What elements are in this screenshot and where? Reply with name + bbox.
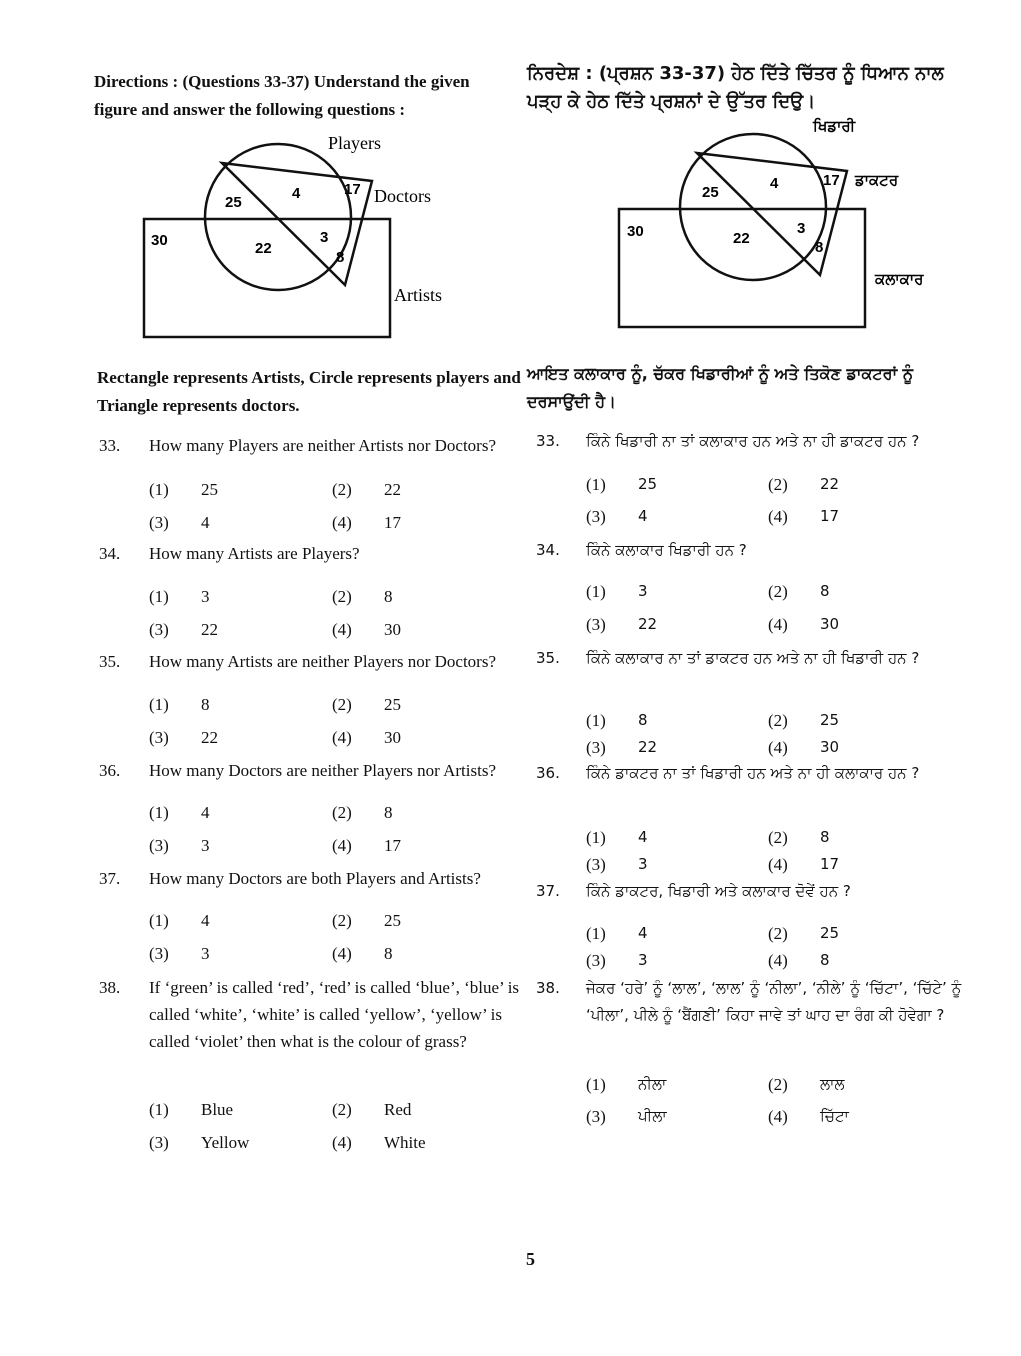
option-number: (3): [149, 620, 169, 639]
option-number: (2): [768, 582, 788, 601]
option-value: 4: [638, 924, 648, 942]
region-players-artists: 22: [255, 240, 272, 257]
artists-rectangle: [619, 209, 865, 327]
option-number: (4): [332, 620, 352, 639]
option-value: 8: [384, 587, 393, 606]
question-number: 34.: [536, 541, 560, 559]
option-number: (4): [768, 951, 788, 970]
option-value: 8: [384, 944, 393, 963]
question-number: 33.: [99, 436, 121, 455]
option-value: 8: [820, 582, 830, 600]
question-text: If ‘green’ is called ‘red’, ‘red’ is called ‘blue’, ‘blue’ is called ‘white’, ‘white’ is called ‘yellow’, ‘yellow’ is called ‘violet’ then what is the colour of grass?: [149, 978, 520, 1051]
option-value: Blue: [201, 1100, 234, 1119]
option-number: (3): [586, 855, 606, 874]
region-artists-only: 30: [627, 223, 644, 240]
option-value: 4: [638, 507, 648, 525]
question-number: 37.: [99, 869, 121, 888]
option-value: 22: [638, 738, 658, 756]
question-number: 38.: [536, 979, 560, 997]
option-number: (3): [586, 1107, 606, 1126]
option-value: 17: [820, 855, 840, 873]
question-number: 36.: [99, 761, 121, 780]
question-number: 35.: [536, 649, 560, 667]
option-value: 4: [201, 911, 210, 930]
question-38: [536, 975, 976, 1024]
option-number: (3): [586, 738, 606, 757]
option-number: (1): [586, 828, 606, 847]
question-36: [99, 757, 539, 787]
option-value: 4: [638, 828, 648, 846]
option-value: 30: [820, 615, 840, 633]
question-number: 35.: [99, 652, 121, 671]
option-number: (3): [149, 1133, 169, 1152]
option-number: (1): [586, 475, 606, 494]
venn-diagram-punjabi: [605, 115, 945, 340]
artists-rectangle: [144, 219, 390, 337]
option-value: 22: [201, 620, 218, 639]
question-37: [536, 878, 976, 908]
option-value: ਲਾਲ: [820, 1075, 845, 1093]
option-number: (4): [768, 855, 788, 874]
question-36: [536, 760, 976, 790]
question-34: [99, 540, 539, 570]
option-number: (1): [149, 911, 169, 930]
option-number: (2): [332, 480, 352, 499]
option-number: (3): [149, 836, 169, 855]
option-value: 30: [384, 728, 401, 747]
option-number: (2): [332, 587, 352, 606]
option-number: (2): [768, 924, 788, 943]
page-number: 5: [526, 1249, 535, 1269]
option-number: (4): [332, 728, 352, 747]
option-value: 3: [201, 587, 210, 606]
option-value: ਨੀਲਾ: [638, 1075, 667, 1093]
question-number: 33.: [536, 432, 560, 450]
figure-description-english: Rectangle represents Artists, Circle represents players and Triangle represents doctors.: [97, 368, 521, 415]
question-number: 37.: [536, 882, 560, 900]
option-number: (1): [149, 1100, 169, 1119]
option-value: 3: [638, 582, 648, 600]
option-number: (4): [332, 1133, 352, 1152]
option-value: 8: [638, 711, 648, 729]
question-35: [536, 645, 976, 675]
question-text: How many Players are neither Artists nor Doctors?: [149, 436, 496, 455]
option-number: (1): [586, 1075, 606, 1094]
option-value: 25: [820, 924, 840, 942]
option-value: 8: [201, 695, 210, 714]
region-players-artists: 22: [733, 230, 750, 247]
question-33: [536, 428, 976, 458]
question-text: ਜੇਕਰ ‘ਹਰੇ’ ਨੂੰ ‘ਲਾਲ’, ‘ਲਾਲ’ ਨੂੰ ‘ਨੀਲਾ’, ‘ਨੀਲੇ’ ਨੂੰ ‘ਚਿੱਟਾ’, ‘ਚਿੱਟੇ’ ਨੂੰ ‘ਪੀਲਾ’, ਪੀਲੇ ਨੂੰ ‘ਬੈਂਗਣੀ’ ਕਿਹਾ ਜਾਵੇ ਤਾਂ ਘਾਹ ਦਾ ਰੰਗ ਕੀ ਹੋਵੇਗਾ ?: [586, 979, 962, 1024]
question-text: How many Artists are Players?: [149, 544, 360, 563]
venn-diagram-english: [130, 125, 450, 350]
option-value: 8: [384, 803, 393, 822]
doctors-label: Doctors: [374, 186, 431, 206]
option-number: (2): [332, 911, 352, 930]
option-value: 3: [201, 836, 210, 855]
option-number: (1): [149, 480, 169, 499]
question-number: 38.: [99, 978, 121, 997]
question-text: How many Doctors are both Players and Artists?: [149, 869, 481, 888]
option-value: 17: [820, 507, 840, 525]
players-label: ਖਿਡਾਰੀ: [813, 117, 856, 135]
question-text: ਕਿੰਨੇ ਕਲਾਕਾਰ ਨਾ ਤਾਂ ਡਾਕਟਰ ਹਨ ਅਤੇ ਨਾ ਹੀ ਖਿਡਾਰੀ ਹਨ ?: [586, 649, 920, 667]
option-number: (4): [768, 507, 788, 526]
region-doctors-only: 17: [344, 181, 361, 198]
option-number: (2): [768, 475, 788, 494]
option-value: 25: [201, 480, 218, 499]
option-number: (1): [149, 803, 169, 822]
option-value: 22: [638, 615, 658, 633]
question-number: 36.: [536, 764, 560, 782]
directions-english: Directions : (Questions 33-37) Understand the given figure and answer the following questions :: [94, 72, 470, 119]
option-value: 25: [820, 711, 840, 729]
figure-description-punjabi: ਆਇਤ ਕਲਾਕਾਰ ਨੂੰ, ਚੱਕਰ ਖਿਡਾਰੀਆਂ ਨੂੰ ਅਤੇ ਤਿਕੋਣ ਡਾਕਟਰਾਂ ਨੂੰ ਦਰਸਾਉਂਦੀ ਹੈ।: [527, 364, 914, 411]
option-value: 30: [820, 738, 840, 756]
option-value: Yellow: [201, 1133, 250, 1152]
option-value: 8: [820, 828, 830, 846]
question-37: [99, 865, 539, 895]
region-players-doctors: 4: [770, 175, 779, 192]
region-doctors-artists: 8: [815, 239, 824, 256]
region-all-three: 3: [320, 229, 329, 246]
option-number: (1): [586, 582, 606, 601]
question-text: ਕਿੰਨੇ ਖਿਡਾਰੀ ਨਾ ਤਾਂ ਕਲਾਕਾਰ ਹਨ ਅਤੇ ਨਾ ਹੀ ਡਾਕਟਰ ਹਨ ?: [586, 432, 920, 450]
region-doctors-only: 17: [823, 172, 840, 189]
question-text: How many Artists are neither Players nor Doctors?: [149, 652, 496, 671]
question-text: How many Doctors are neither Players nor Artists?: [149, 761, 496, 780]
option-number: (3): [586, 507, 606, 526]
option-number: (4): [768, 615, 788, 634]
option-value: 22: [384, 480, 401, 499]
region-players-only: 25: [702, 184, 719, 201]
option-number: (3): [149, 944, 169, 963]
option-number: (2): [332, 803, 352, 822]
question-text: ਕਿੰਨੇ ਡਾਕਟਰ, ਖਿਡਾਰੀ ਅਤੇ ਕਲਾਕਾਰ ਦੋਵੇਂ ਹਨ ?: [586, 882, 851, 900]
option-number: (2): [332, 1100, 352, 1119]
option-value: 4: [201, 803, 210, 822]
option-number: (2): [768, 828, 788, 847]
option-value: 4: [201, 513, 210, 532]
question-34: [536, 537, 976, 567]
option-number: (3): [149, 513, 169, 532]
option-number: (2): [768, 711, 788, 730]
option-value: 25: [384, 695, 401, 714]
question-text: ਕਿੰਨੇ ਡਾਕਟਰ ਨਾ ਤਾਂ ਖਿਡਾਰੀ ਹਨ ਅਤੇ ਨਾ ਹੀ ਕਲਾਕਾਰ ਹਨ ?: [586, 764, 920, 782]
players-label: Players: [328, 133, 381, 153]
option-value: 3: [638, 855, 648, 873]
option-number: (4): [332, 944, 352, 963]
option-number: (1): [586, 924, 606, 943]
option-number: (4): [332, 513, 352, 532]
option-value: 25: [638, 475, 658, 493]
option-value: 8: [820, 951, 830, 969]
option-value: 25: [384, 911, 401, 930]
option-value: 30: [384, 620, 401, 639]
option-number: (4): [768, 738, 788, 757]
region-all-three: 3: [797, 220, 806, 237]
option-value: White: [384, 1133, 426, 1152]
option-value: ਪੀਲਾ: [638, 1107, 667, 1125]
option-number: (1): [149, 587, 169, 606]
option-number: (1): [586, 711, 606, 730]
option-number: (3): [149, 728, 169, 747]
option-number: (2): [768, 1075, 788, 1094]
region-players-only: 25: [225, 194, 242, 211]
option-number: (1): [149, 695, 169, 714]
option-value: 3: [201, 944, 210, 963]
region-players-doctors: 4: [292, 185, 301, 202]
option-value: 17: [384, 513, 401, 532]
artists-label: ਕਲਾਕਾਰ: [875, 270, 924, 288]
option-value: 17: [384, 836, 401, 855]
doctors-label: ਡਾਕਟਰ: [855, 171, 899, 189]
option-number: (3): [586, 951, 606, 970]
option-value: 22: [820, 475, 840, 493]
region-artists-only: 30: [151, 232, 168, 249]
option-number: (2): [332, 695, 352, 714]
question-38: [99, 974, 539, 1051]
question-35: [99, 648, 539, 678]
option-number: (3): [586, 615, 606, 634]
option-number: (4): [332, 836, 352, 855]
region-doctors-artists: 8: [336, 249, 345, 266]
artists-label: Artists: [394, 285, 443, 305]
question-number: 34.: [99, 544, 121, 563]
option-number: (4): [768, 1107, 788, 1126]
option-value: Red: [384, 1100, 412, 1119]
option-value: ਚਿੱਟਾ: [820, 1107, 849, 1125]
question-33: [99, 432, 539, 462]
question-text: ਕਿੰਨੇ ਕਲਾਕਾਰ ਖਿਡਾਰੀ ਹਨ ?: [586, 541, 747, 559]
directions-punjabi: ਨਿਰਦੇਸ਼ : (ਪ੍ਰਸ਼ਨ 33-37) ਹੇਠ ਦਿੱਤੇ ਚਿੱਤਰ ਨੂੰ ਧਿਆਨ ਨਾਲ ਪੜ੍ਹ ਕੇ ਹੇਠ ਦਿੱਤੇ ਪ੍ਰਸ਼ਨਾਂ ਦੇ ਉੱਤਰ ਦਿਉ।: [527, 63, 944, 112]
option-value: 22: [201, 728, 218, 747]
option-value: 3: [638, 951, 648, 969]
